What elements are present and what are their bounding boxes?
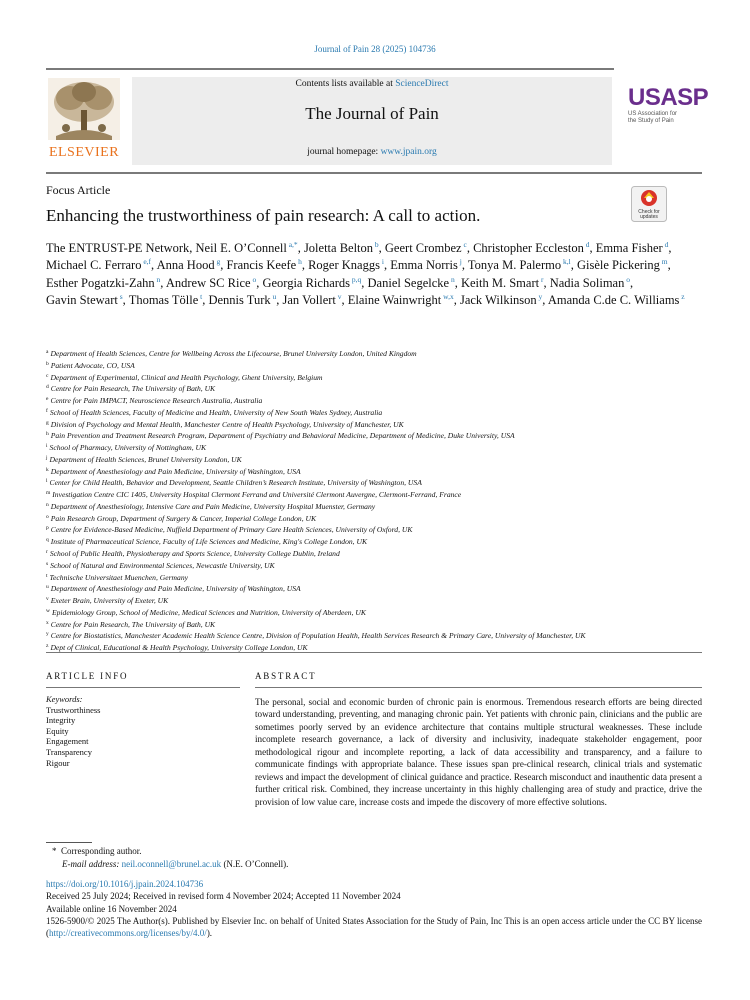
received-dates: Received 25 July 2024; Received in revised form 4 November 2024; Accepted 11 November 2024 [46, 891, 401, 902]
affiliation-item: $^b$ Patient Advocate, CO, USA [46, 360, 135, 370]
affiliation-item: $^p$ Centre for Evidence-Based Medicine, Nuffield Department of Primary Care Health Sciences, University of Oxford, UK [46, 525, 413, 535]
author-affiliation-marker[interactable]: o [624, 274, 630, 284]
affiliation-item: $^k$ Department of Anesthesiology and Pain Medicine, University of Washington, USA [46, 466, 301, 476]
affiliation-item: $^r$ School of Public Health, Physiotherapy and Sports Science, University College Dublin, Ireland [46, 549, 340, 559]
author-affiliation-marker[interactable]: p,q [350, 274, 362, 284]
author-affiliation-marker[interactable]: g [214, 257, 221, 267]
keyword-item: Engagement [46, 736, 89, 747]
affiliation-item: $^m$ Investigation Centre CIC 1405, University Hospital Clermont Ferrand and Université Clermont Auvergne, Clermont-Ferrand, France [46, 490, 462, 500]
author-name[interactable]: Gisèle Pickering $^m$ [576, 257, 668, 273]
author-affiliation-marker[interactable]: s [117, 292, 123, 302]
affiliation-item: $^h$ Pain Prevention and Treatment Research Program, Department of Psychiatry and Behavioral Medicine, Department of Medicine, Duke University, USA [46, 431, 515, 441]
author-affiliation-marker[interactable]: n [154, 274, 161, 284]
email-line: E-mail address: neil.oconnell@brunel.ac.uk (N.E. O’Connell). [62, 858, 289, 869]
author-name[interactable]: Georgia Richards $^{p,q}$ [262, 274, 362, 290]
abstract-text: The personal, social and economic burden of chronic pain is enormous. Tremendous research efforts are being directed toward understanding, preventing, and managing chronic pain. Yet patients with chronic pain, clinicians and the public are sometimes poorly served by an evidence architecture that contains multiple structural weaknesses. These include incomplete research governance, a lack of diversity and inclusivity, inadequate stakeholder engagement, poor methodological rigour and incomplete reporting, a lack of data accessibility and transparency, and a failure to communicate findings with appropriate balance. These issues span pre-clinical research, clinical trials and systematic reviews and impact the development of clinical guidance and practice. Research misconduct and inauthentic data present a further critical risk. Combined, they increase uncertainty in this highly challenging area of study and practice, drive the provision of low value care, increase costs and impede the discovery of more effective solutions. [255, 697, 702, 807]
author-name[interactable]: Thomas Tölle $^t$ [128, 292, 203, 308]
affiliation-item: $^z$ Dept of Clinical, Educational & Health Psychology, University College London, UK [46, 643, 308, 653]
author-name[interactable]: Keith M. Smart $^r$ [460, 274, 544, 290]
abstract-heading: ABSTRACT [255, 671, 317, 681]
author-name[interactable]: Geert Crombez $^c$ [384, 240, 467, 255]
affiliation-item: $^g$ Division of Psychology and Mental Health, Manchester Centre of Health Psychology, University of Manchester, UK [46, 419, 404, 429]
abstract-rule [255, 687, 702, 688]
author-name[interactable]: Gavin Stewart $^s$ [46, 292, 123, 308]
affiliation-item: $^o$ Pain Research Group, Department of Surgery & Cancer, Imperial College London, UK [46, 513, 317, 523]
affiliation-item: $^y$ Centre for Biostatistics, Manchester Academic Health Science Centre, Division of Population Health, Health Services Research & Primary Care, University of Manchester, UK [46, 631, 586, 641]
affiliation-item: $^u$ Department of Anesthesiology and Pain Medicine, University of Washington, USA [46, 584, 301, 594]
keyword-item: Integrity [46, 715, 76, 726]
corresponding-author-footnote [52, 845, 288, 870]
affiliation-item: $^x$ Centre for Pain Research, The University of Bath, UK [46, 619, 216, 629]
affiliation-item: $^w$ Epidemiology Group, School of Medicine, Medical Sciences and Nutrition, University of Aberdeen, UK [46, 607, 366, 617]
article-title: Enhancing the trustworthiness of pain research: A call to action. [46, 206, 481, 225]
author-name[interactable]: Tonya M. Palermo $^{k,l}$ [467, 257, 571, 273]
author-name[interactable]: Dennis Turk $^u$ [208, 292, 277, 308]
affiliation-item: $^s$ School of Natural and Environmental Sciences, Newcastle University, UK [46, 560, 275, 570]
elsevier-wordmark: ELSEVIER [48, 145, 120, 160]
affiliation-item: $^n$ Department of Anesthesiology, Intensive Care and Pain Medicine, University Hospital Muenster, Germany [46, 501, 376, 511]
affiliation-item: $^t$ Technische Universitaet Muenchen, Germany [46, 572, 189, 582]
author-name[interactable]: Jan Vollert $^v$ [282, 292, 342, 308]
author-affiliation-marker[interactable]: n [449, 274, 455, 284]
author-affiliation-marker[interactable]: z [679, 292, 685, 302]
affiliation-item: $^c$ Department of Experimental, Clinical and Health Psychology, Ghent University, Belgium [46, 372, 323, 382]
keyword-item: Equity [46, 725, 69, 736]
author-affiliation-marker[interactable]: d [662, 240, 669, 249]
license-link[interactable]: http://creativecommons.org/licenses/by/4.0/ [49, 928, 207, 939]
keyword-item: Transparency [46, 746, 92, 757]
author-name[interactable]: Daniel Segelcke $^n$ [367, 274, 455, 290]
masthead-top-rule [46, 68, 614, 70]
author-affiliation-marker[interactable]: t [198, 292, 203, 302]
author-name[interactable]: Esther Pogatzki-Zahn $^n$ [46, 274, 161, 290]
available-online: Available online 16 November 2024 [46, 903, 177, 914]
crossmark-icon [631, 186, 667, 222]
keywords-label: Keywords: [46, 694, 83, 704]
author-affiliation-marker[interactable]: c [461, 240, 467, 249]
author-affiliation-marker[interactable]: a,* [286, 240, 298, 249]
journal-masthead [46, 68, 709, 166]
svg-text:updates: updates [640, 214, 658, 220]
author-affiliation-marker[interactable]: w,x [441, 292, 454, 302]
masthead-bottom-rule [46, 172, 702, 174]
affiliation-list [46, 348, 696, 654]
affiliation-item: $^q$ Institute of Pharmaceutical Science, Faculty of Life Sciences and Medicine, King's College London, UK [46, 537, 368, 547]
affiliation-item: $^a$ Department of Health Sciences, Centre for Wellbeing Across the Lifecourse, Brunel University London, United Kingdom [46, 349, 417, 358]
author-affiliation-marker[interactable]: r [539, 274, 544, 284]
check-for-updates-badge[interactable] [631, 186, 667, 222]
journal-title: The Journal of Pain [305, 104, 439, 123]
author-name[interactable]: Michael C. Ferraro $^{e,f}$ [46, 257, 152, 273]
author-name[interactable]: Jack Wilkinson $^y$ [459, 292, 543, 308]
author-name[interactable]: Emma Fisher $^d$ [595, 240, 669, 255]
author-name[interactable]: Neil E. O’Connell $^{a,*}$ [195, 240, 298, 255]
svg-text:Check for: Check for [638, 209, 660, 215]
article-info-rule [46, 687, 240, 688]
author-affiliation-marker[interactable]: o [250, 274, 257, 284]
usasp-subtitle: US Association for the Study of Pain [628, 111, 678, 124]
journal-citation[interactable]: Journal of Pain 28 (2025) 104736 [314, 44, 436, 54]
publication-info [46, 878, 702, 939]
affiliation-item: $^d$ Centre for Pain Research, The University of Bath, UK [46, 384, 216, 394]
author-affiliation-marker[interactable]: j [457, 257, 462, 267]
affiliation-item: $^i$ School of Pharmacy, University of Nottingham, UK [46, 443, 207, 453]
homepage-line: journal homepage: www.jpain.org [307, 147, 437, 157]
author-affiliation-marker[interactable]: h [296, 257, 302, 267]
author-affiliation-marker[interactable]: m [659, 257, 668, 267]
author-email-link[interactable]: neil.oconnell@brunel.ac.uk [121, 858, 222, 869]
copyright-notice: 1526-5900/© 2025 The Author(s). Published by Elsevier Inc. on behalf of United States Association for the Study of Pain, Inc This is an open access article under the CC BY license (http://creativecommons.org/licenses/by/4.0/). [46, 915, 702, 939]
affiliation-item: $^j$ Department of Health Sciences, Brunel University London, UK [46, 454, 242, 464]
author-affiliation-marker[interactable]: k,l [561, 257, 571, 267]
elsevier-logo [46, 76, 122, 164]
usasp-logo [628, 84, 709, 146]
affiliation-item: $^l$ Center for Child Health, Behavior and Development, Seattle Children’s Research Institute, University of Washington, USA [46, 478, 422, 488]
author-name[interactable]: Anna Hood $^g$ [156, 257, 221, 273]
journal-homepage-link[interactable]: www.jpain.org [380, 147, 437, 157]
author-name[interactable]: Andrew SC Rice $^o$ [165, 274, 257, 290]
keyword-item: Trustworthiness [46, 704, 101, 715]
keywords-block [46, 694, 100, 768]
affiliation-item: $^f$ School of Health Sciences, Faculty of Medicine and Health, University of New South Wales Sydney, Australia [46, 407, 383, 417]
doi-link[interactable]: https://doi.org/10.1016/j.jpain.2024.104736 [46, 879, 204, 889]
author-affiliation-marker[interactable]: u [270, 292, 277, 302]
affiliation-item: $^v$ Exeter Brain, University of Exeter, UK [46, 596, 169, 606]
author-affiliation-marker[interactable]: v [335, 292, 342, 302]
keyword-item: Rigour [46, 757, 70, 768]
journal-info-box [132, 77, 612, 165]
author-list: The ENTRUST-PE Network, Neil E. O’Connell $^{a,*}$, Joletta Belton $^b$, Geert Crombez $^c$, Christopher Eccleston $^d$, Emma Fisher $^d$, Michael C. Ferraro $^{e,f}$, Anna Hood $^g$, Francis Keefe $^h$, Roger Knaggs $^i$, Emma Norris $^j$, Tonya M. Palermo $^{k,l}$, Gisèle Pickering $^m$, Esther Pogatzki-Zahn $^n$, Andrew SC Rice $^o$, Georgia Richards $^{p,q}$, Daniel Segelcke $^n$, Keith M. Smart $^r$, Nadia Soliman $^o$, Gavin Stewart $^s$, Thomas Tölle $^t$, Dennis Turk $^u$, Jan Vollert $^v$, Elaine Wainwright $^{w,x}$, Jack Wilkinson $^y$, Amanda C.de C. Williams $^z$ [46, 240, 685, 308]
author-affiliation-marker[interactable]: y [536, 292, 543, 302]
author-name[interactable]: Christopher Eccleston $^d$ [473, 240, 590, 255]
article-info-heading: ARTICLE INFO [46, 671, 129, 681]
affiliation-item: $^e$ Centre for Pain IMPACT, Neuroscience Research Australia, Australia [46, 396, 263, 406]
author-affiliation-marker[interactable]: e,f [141, 257, 152, 267]
contents-line: Contents lists available at ScienceDirect [295, 79, 449, 89]
author-name[interactable]: Amanda C.de C. Williams $^z$ [547, 292, 685, 308]
author-name[interactable]: Joletta Belton $^b$ [303, 240, 379, 255]
author-name[interactable]: Roger Knaggs $^i$ [308, 257, 384, 273]
author-name[interactable]: Francis Keefe $^h$ [226, 257, 302, 273]
author-name[interactable]: Emma Norris $^j$ [390, 257, 462, 273]
author-affiliation-marker[interactable]: d [583, 240, 590, 249]
author-name[interactable]: Nadia Soliman $^o$ [549, 274, 630, 290]
corresponding-line: * Corresponding author. [52, 846, 142, 856]
sciencedirect-link[interactable]: ScienceDirect [395, 79, 449, 89]
keyword-list [46, 705, 100, 769]
footnote-rule [46, 842, 92, 843]
usasp-mark: USASP [628, 84, 709, 111]
author-affiliation-marker[interactable]: i [379, 257, 384, 267]
author-name[interactable]: Elaine Wainwright $^{w,x}$ [347, 292, 454, 308]
author-name[interactable]: The ENTRUST-PE Network [46, 241, 190, 255]
author-affiliation-marker[interactable]: b [373, 240, 379, 249]
section-divider [46, 652, 702, 653]
article-type: Focus Article [46, 183, 111, 197]
